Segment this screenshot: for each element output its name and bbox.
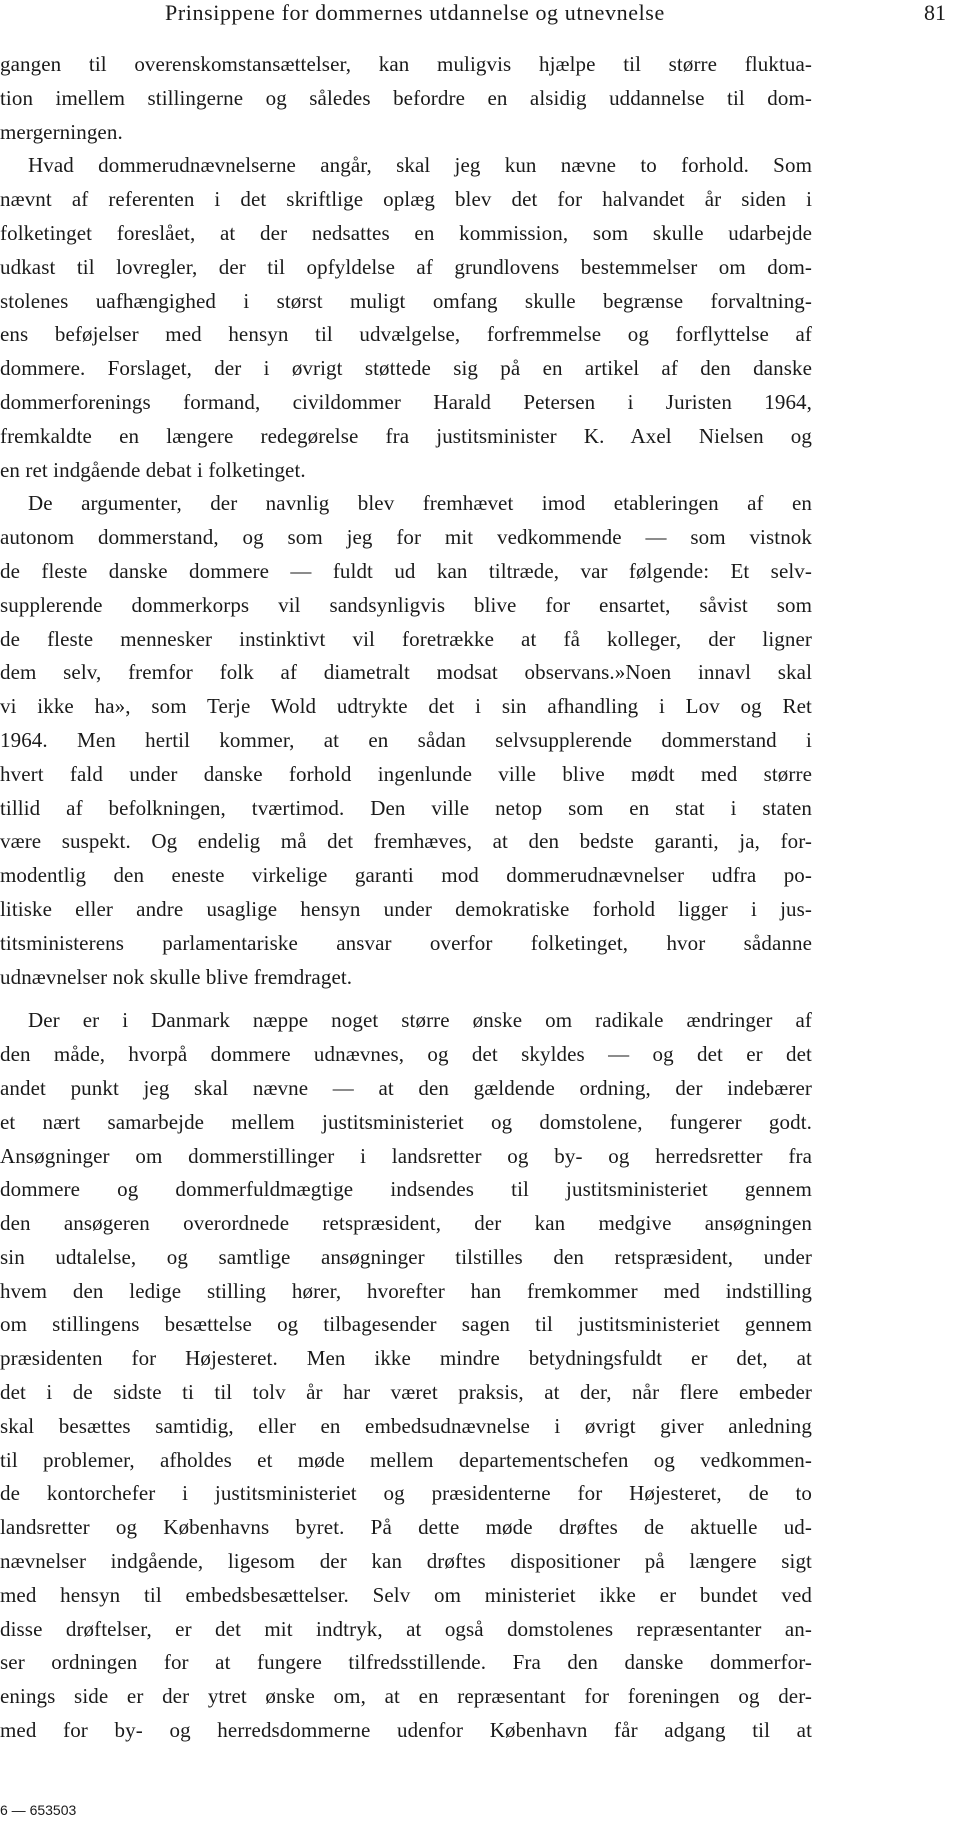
text-line: ens beføjelser med hensyn til udvælgelse, forfremmelse og forflyttelse af [0,322,812,347]
text-line: gangen til overenskomstansættelser, kan muligvis hjælpe til større fluktua- [0,52,812,76]
text-line: tillid af befolkningen, tværtimod. Den ville netop som en stat i staten [0,795,812,820]
text-line: nævnt af referenten i det skriftlige oplæg blev det for halvandet år siden i [0,187,812,212]
text-line: om stillingens besættelse og tilbagesender sagen til justitsministeriet gennem [0,1312,812,1337]
text-line: folketinget foreslået, at der nedsattes en kommission, som skulle udarbejde [0,220,812,245]
page-number: 81 [924,0,946,25]
text-line: vi ikke ha», som Terje Wold udtrykte det i sin afhandling i Lov og Ret [0,694,812,719]
text-line: sin udtalelse, og samtlige ansøgninger tilstilles den retspræsident, under [0,1244,812,1269]
text-line: mergerningen. [0,119,123,144]
text-line: Ansøgninger om dommerstillinger i landsretter og by- og herredsretter fra [0,1143,812,1168]
paragraph-gap [0,994,812,1004]
text-line: Der er i Danmark næppe noget større ønske om radikale ændringer af [28,1008,812,1033]
body-text [0,48,812,1748]
text-line: dommere og dommerfuldmægtige indsendes til justitsministeriet gennem [0,1177,812,1202]
text-line: udkast til lovregler, der til opfyldelse af grundlovens bestemmelser om dom- [0,254,812,279]
text-line: skal besættes samtidig, eller en embedsudnævnelse i øvrigt giver anledning [0,1413,812,1438]
text-line: en ret indgående debat i folketinget. [0,457,306,482]
text-line: 1964. Men hertil kommer, at en sådan selvsupplerende dommerstand i [0,727,812,752]
paragraph-2 [0,149,812,487]
text-line: supplerende dommerkorps vil sandsynligvis blive for ensartet, såvist som [0,592,812,617]
paragraph-1 [0,48,812,149]
text-line: hvert fald under danske forhold ingenlunde ville blive mødt med større [0,761,812,786]
text-line: dem selv, fremfor folk af diametralt modsat observans.»Noen innavl skal [0,660,812,685]
text-line: ser ordningen for at fungere tilfredsstillende. Fra den danske dommerfor- [0,1650,812,1675]
paragraph-3 [0,487,812,994]
text-line: hvem den ledige stilling hører, hvorefter han fremkommer med indstilling [0,1278,812,1303]
text-line: modentlig den eneste virkelige garanti mod dommerudnævnelser udfra po- [0,863,812,888]
text-line: med hensyn til embedsbesættelser. Selv om ministeriet ikke er bundet ved [0,1582,812,1607]
text-line: landsretter og Københavns byret. På dette møde drøftes de aktuelle ud- [0,1515,812,1540]
printer-signature: 6 — 653503 [0,1802,77,1818]
text-line: nævnelser indgående, ligesom der kan drøftes dispositioner på længere sigt [0,1549,812,1574]
text-line: titsministerens parlamentariske ansvar overfor folketinget, hvor sådanne [0,930,812,955]
text-line: med for by- og herredsdommerne udenfor København får adgang til at [0,1718,812,1743]
text-line: autonom dommerstand, og som jeg for mit vedkommende — som vistnok [0,525,812,550]
text-line: Hvad dommerudnævnelserne angår, skal jeg kun nævne to forhold. Som [28,153,812,178]
running-header [0,0,960,30]
text-line: litiske eller andre usaglige hensyn under demokratiske forhold ligger i jus- [0,896,812,921]
text-line: den måde, hvorpå dommere udnævnes, og det skyldes — og det er det [0,1042,812,1067]
text-line: tion imellem stillingerne og således befordre en alsidig uddannelse til dom- [0,85,812,110]
text-line: De argumenter, der navnlig blev fremhævet imod etableringen af en [28,491,812,516]
text-line: det i de sidste ti til tolv år har været praksis, at der, når flere embeder [0,1380,812,1405]
text-line: de fleste danske dommere — fuldt ud kan tiltræde, var følgende: Et selv- [0,558,812,583]
text-line: disse drøftelser, er det mit indtryk, at også domstolenes repræsentanter an- [0,1616,812,1641]
text-line: den ansøgeren overordnede retspræsident, der kan medgive ansøgningen [0,1211,812,1236]
text-line: de kontorchefer i justitsministeriet og præsidenterne for Højesteret, de to [0,1481,812,1506]
text-line: være suspekt. Og endelig må det fremhæves, at den bedste garanti, ja, for- [0,829,812,854]
text-line: stolenes uafhængighed i størst muligt omfang skulle begrænse forvaltning- [0,288,812,313]
text-line: andet punkt jeg skal nævne — at den gældende ordning, der indebærer [0,1075,812,1100]
text-line: et nært samarbejde mellem justitsministeriet og domstolene, fungerer godt. [0,1109,812,1134]
text-line: enings side er der ytret ønske om, at en repræsentant for foreningen og der- [0,1684,812,1709]
text-line: præsidenten for Højesteret. Men ikke mindre betydningsfuldt er det, at [0,1346,812,1371]
text-line: udnævnelser nok skulle blive fremdraget. [0,964,353,989]
paragraph-4 [0,1004,812,1748]
text-line: til problemer, afholdes et møde mellem departementschefen og vedkommen- [0,1447,812,1472]
text-line: dommere. Forslaget, der i øvrigt støttede sig på en artikel af den danske [0,356,812,381]
text-line: fremkaldte en længere redegørelse fra justitsminister K. Axel Nielsen og [0,423,812,448]
running-title: Prinsippene for dommernes utdannelse og utnevnelse [165,0,665,25]
text-line: dommerforenings formand, civildommer Harald Petersen i Juristen 1964, [0,389,812,414]
text-line: de fleste mennesker instinktivt vil foretrække at få kolleger, der ligner [0,626,812,651]
